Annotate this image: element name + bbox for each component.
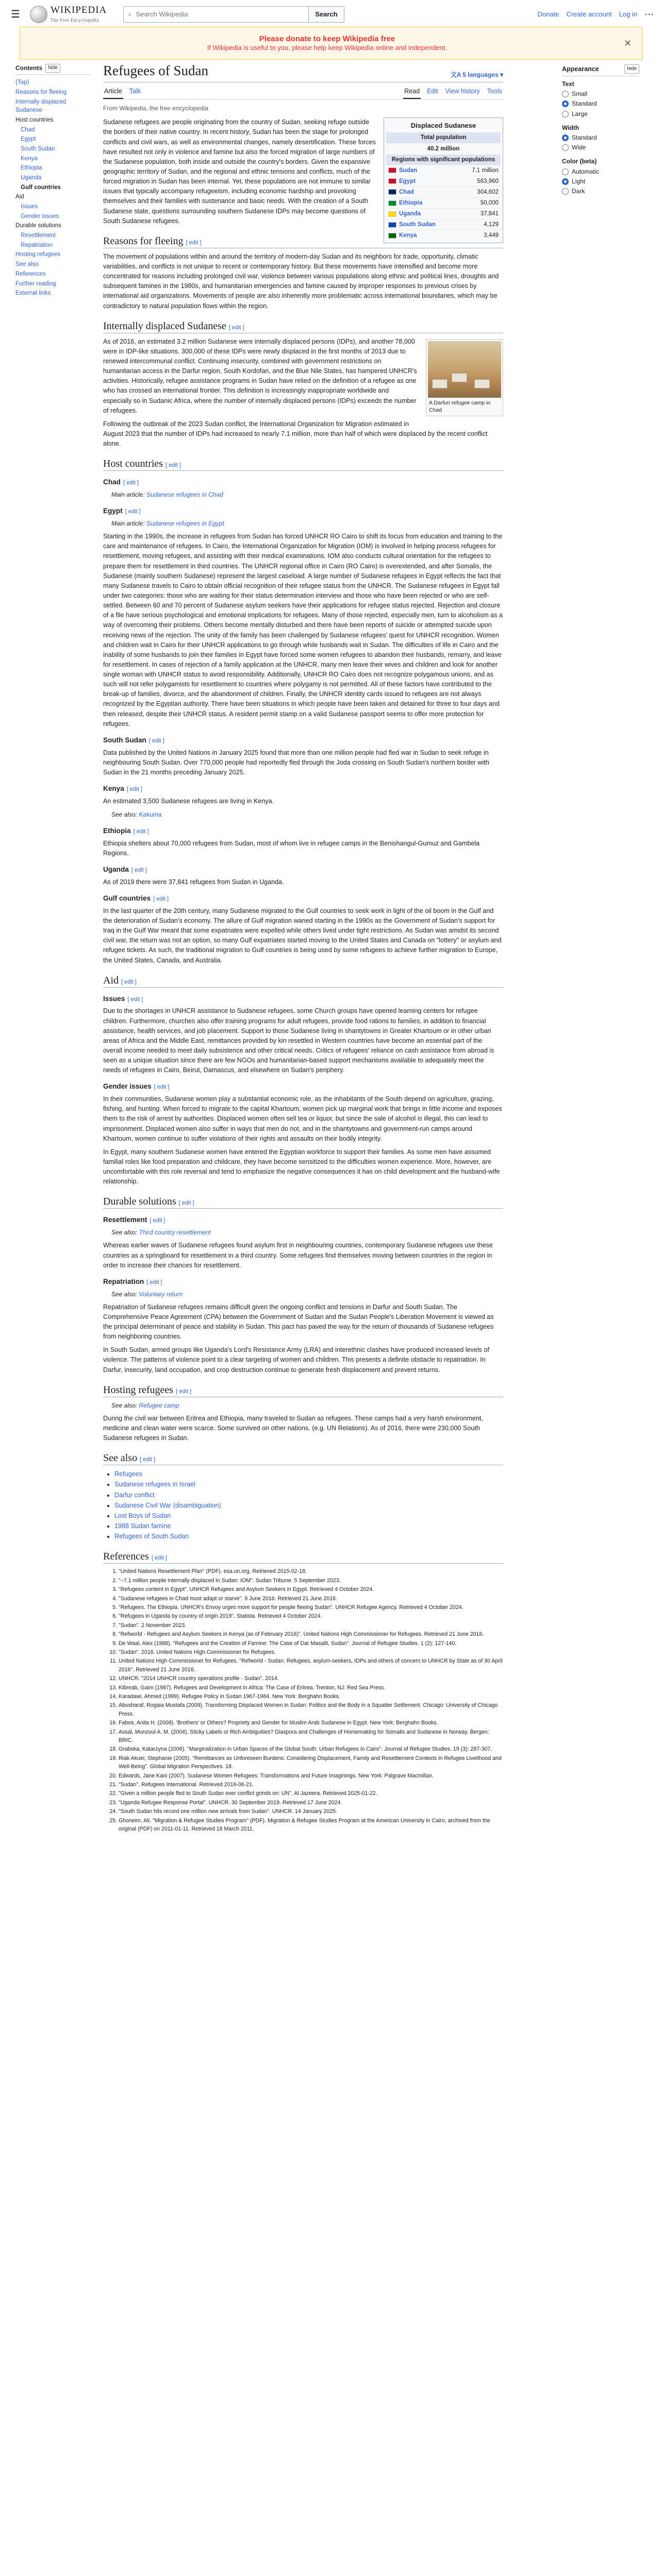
see-also-link[interactable]: 1988 Sudan famine (114, 1522, 171, 1530)
reference-item: 15. Abusharaf, Rogaia Mustafa (2009). Transforming Displaced Women in Sudan: Politics and the Body in a Squatter Settlement. Chicago: University of Chicago Press. (119, 1701, 503, 1718)
page-tabs (103, 84, 503, 99)
radio-button[interactable] (562, 188, 569, 195)
infobox-country-value: 37,841 (480, 211, 499, 217)
tent-shape (474, 379, 490, 388)
infobox-country-value: 563,960 (477, 178, 499, 184)
create-account-link[interactable]: Create account (566, 10, 612, 18)
subsection-south-sudan (103, 735, 503, 746)
radio-option[interactable] (562, 177, 639, 187)
flag-icon (388, 211, 396, 217)
edit-link[interactable]: [ edit ] (154, 1084, 170, 1091)
subsection-repatriation (103, 1276, 503, 1287)
kenya-paragraphs (103, 796, 503, 806)
infobox-country-value: 50,000 (480, 200, 499, 207)
see-also-link[interactable]: Darfur conflict (114, 1491, 155, 1499)
table-of-contents (15, 64, 91, 298)
subsection-title: Kenya (103, 785, 124, 793)
edit-link[interactable]: [ edit ] (126, 786, 142, 793)
edit-link[interactable]: [ edit ] (123, 480, 139, 486)
subsection-gulf (103, 893, 503, 904)
infobox-row (386, 219, 501, 230)
infobox (384, 117, 503, 243)
reference-item: 25. Ghoneim, Ali. "Migration & Refugee Studies Program" (PDF). Migration & Refugee Studies Program at the American University in Cairo, archived from the original (PDF) on 2011-01-11. Retrieved 18 March 2011. (119, 1817, 503, 1834)
radio-label: Dark (572, 187, 585, 195)
personal-tools (537, 7, 654, 22)
hatnote-link[interactable]: Sudanese refugees in Chad (146, 490, 223, 498)
infobox-country-name[interactable]: Uganda (399, 211, 421, 217)
reference-item: 23. "Uganda Refugee Response Portal". UNHCR. 30 September 2019. Retrieved 17 June 2024. (119, 1799, 503, 1807)
search-form (123, 6, 344, 23)
infobox-country[interactable] (388, 210, 421, 218)
paragraph: Ethiopia shelters about 70,000 refugees from Sudan, most of whom live in refugee camps in the Benishangul-Gumuz and Gambela Regions. (103, 839, 480, 857)
hatnote-label: See also: (111, 1290, 138, 1298)
appearance-header (562, 64, 639, 76)
reference-item: 14. Karadawi, Ahmed (1999). Refugee Policy in Sudan 1967-1984. New York: Berghahn Books. (119, 1692, 503, 1701)
flag-icon (388, 189, 396, 195)
site-header (0, 0, 662, 29)
hatnote-label: Main article: (111, 490, 145, 498)
infobox-country-value: 3,449 (484, 232, 499, 239)
paragraph: As of 2016, an estimated 3.2 million Sudanese were internally displaced persons (IDPs), and another 78,000 were in IDP-like situations. 300,000 of these IDPs were newly displaced in the first months of 2013 due to renewed intercommunal conflict. Continuing insecurity, combined with government restrictions on humanitarian access in the Darfur region, South Kordofan, and the Blue Nile States, has hampered UNHCR's activities. Historically, refugee assistance programs in Sudan have relied on the definition of a refugee as one who has crossed an international frontier. This definition is increasingly inappropriate worldwide and especially so in Sudanic Africa, where the number of internally displaced persons (IDPs) exceeds the number of refugees. (103, 337, 417, 414)
tent-shape (452, 373, 467, 382)
paragraph: Repatriation of Sudanese refugees remains difficult given the ongoing conflict and tensions in Darfur and South Sudan. The Comprehensive Peace Agreement (CPA) between the Government of Sudan and the Sudan People's Liberation Movement is viewed as the principal determinant of peace and stability in Sudan. This pact has paved the way for the return of thousands of Sudanese refugees from neighboring countries. (103, 1303, 494, 1341)
see-also-link[interactable]: Sudanese Civil War (disambiguation) (114, 1501, 221, 1509)
infobox-row (386, 165, 501, 176)
hatnote (103, 1290, 503, 1299)
section-references (103, 1550, 503, 1564)
radio-button[interactable] (562, 178, 569, 185)
edit-link[interactable]: [ edit ] (166, 462, 181, 469)
flag-icon (388, 178, 396, 184)
main-content (103, 62, 503, 1837)
banner-text (30, 34, 624, 53)
infobox-country[interactable] (388, 231, 417, 240)
subsection-title: Issues (103, 994, 125, 1003)
edit-link[interactable]: [ edit ] (127, 996, 143, 1003)
hatnote-label: See also: (111, 810, 138, 818)
hatnote-link[interactable]: Kakuma (139, 810, 162, 818)
toc-item[interactable]: (Top) (15, 79, 29, 86)
subsection-resettlement (103, 1214, 503, 1226)
section-title: Internally displaced Sudanese (103, 320, 226, 332)
reference-item: 6. "Refugees in Uganda by country of origin 2019". Statista. Retrieved 4 October 2024. (119, 1612, 503, 1620)
reasons-paragraphs (103, 252, 503, 311)
radio-option[interactable] (562, 143, 639, 152)
hatnote (103, 519, 503, 529)
reference-item: 3. "Refugees content in Egypt". UNHCR Refugees and Asylum Seekers in Egypt. Retrieved 4 October 2024. (119, 1585, 503, 1594)
reference-item: 7. "Sudan". 2 November 2023. (119, 1621, 503, 1630)
edit-link[interactable]: [ edit ] (131, 867, 147, 874)
banner-line-2: If Wikipedia is useful to you, please help keep Wikipedia online and independent. (207, 44, 448, 52)
text-size-options (562, 89, 639, 119)
hatnote-link[interactable]: Third country resettlement (139, 1229, 211, 1236)
log-in-link[interactable]: Log in (619, 10, 637, 18)
section-idp (103, 319, 503, 333)
hatnote-link[interactable]: Refugee camp (139, 1401, 179, 1409)
appearance-hide-button[interactable]: hide (624, 64, 639, 74)
radio-label: Light (572, 177, 586, 185)
section-title: Hosting refugees (103, 1384, 174, 1396)
radio-option[interactable] (562, 167, 639, 177)
references-list (119, 1567, 503, 1833)
width-options (562, 133, 639, 152)
appearance-title: Appearance (562, 65, 599, 73)
search-button[interactable]: Search (309, 6, 344, 23)
toc-item[interactable]: Hosting refugees (15, 251, 60, 258)
hatnote-label: See also: (111, 1229, 138, 1236)
toc-title: Contents (15, 64, 42, 72)
infobox-row (386, 176, 501, 187)
radio-option[interactable] (562, 187, 639, 196)
section-hosting-refugees (103, 1383, 503, 1397)
paragraph: Data published by the United Nations in January 2025 found that more than one million people had fled war in Sudan to seek refuge in neighbouring South Sudan. Over 770,000 people had reportedly fled through the Joda crossing on South Sudan's northern border with Sudan in the 21 months preceding January 2025. (103, 749, 489, 776)
edit-link[interactable]: [ edit ] (151, 1555, 167, 1562)
appearance-panel (562, 64, 639, 200)
toc-item[interactable]: Uganda (21, 175, 42, 181)
infobox-country[interactable] (388, 177, 416, 185)
radio-label: Automatic (572, 167, 600, 175)
paragraph: In Egypt, many southern Sudanese women have entered the Egyptian workforce to support their families. As some men have assumed familial roles like food preparation and childcare, they have become sensitized to the difficulties women experience. More, however, are uncomfortable with this role reversal and tend to emphasize the negative consequences it has on child development and the husband-wife relationship. (103, 1148, 500, 1185)
flag-icon (388, 200, 396, 206)
color-options (562, 167, 639, 197)
flag-icon (388, 233, 396, 239)
banner-line-1: Please donate to keep Wikipedia free (259, 34, 395, 43)
infobox-country[interactable] (388, 221, 436, 229)
infobox-country[interactable] (388, 199, 422, 207)
section-title: See also (103, 1452, 138, 1464)
paragraph: The movement of populations within and around the territory of modern-day Sudan and its neighbors for trade, opportunity, climatic variabilities, and conflicts is not unique to recent or contemporary history. But these movements have intensified and become more concentrated for reasons including prolonged civil war, violence between various populations along ethnic and political lines, droughts and subsequent famines in the 1980s, and humanitarian emergencies and famine caused by improper responses to previous crises by international aid organizations. Movements of people are also inherently more problematic across international boundaries, which may be contradictory to natural population flows within the region. (103, 252, 499, 310)
search-icon: ⌕ (128, 10, 132, 18)
edit-link[interactable]: [ edit ] (146, 1279, 162, 1285)
reference-item: 1. "United Nations Resettlement Plan" (PDF). esa.un.org. Retrieved 2015-02-18. (119, 1567, 503, 1575)
toc-item[interactable]: Aid (15, 194, 24, 200)
hatnote (103, 1401, 503, 1411)
gulf-paragraphs (103, 906, 503, 965)
radio-button[interactable] (562, 144, 569, 151)
radio-option[interactable] (562, 89, 639, 99)
radio-label: Wide (572, 144, 586, 151)
refugee-camp-figure (426, 339, 503, 416)
hatnote-label: See also: (111, 1401, 138, 1409)
refugee-camp-image[interactable] (428, 341, 501, 398)
paragraph: In the last quarter of the 20th century, many Sudanese migrated to the Gulf countries to seek work in light of the oil boom in the Gulf and the deterioration of Sudan's economy. The allure of Gulf migration waned starting in the 1990s as the Government of Sudan's support for Iraq in the Gulf War meant that some expatriates were expelled while others lived under tight restrictions. As Sudan was amidst its second civil war, the return was not an option, so many Gulf expatriates started moving to the United States and Canada on "lottery" or asylum and refugee tickets. As such, the traditional migration to Gulf countries is being used by some refugees to achieve further migration to Europe, the United States, Canada, and Australia. (103, 907, 502, 964)
infobox-country-name[interactable]: Kenya (399, 232, 417, 239)
section-see-also (103, 1451, 503, 1465)
radio-button[interactable] (562, 100, 569, 107)
view-tabs (403, 84, 503, 99)
toc-item[interactable]: Repatriation (21, 242, 53, 248)
toc-list (15, 78, 91, 298)
subsection-title: Ethiopia (103, 827, 131, 835)
toc-item[interactable]: Host countries (15, 117, 54, 124)
toc-item[interactable]: Egypt (21, 136, 36, 143)
reference-item: 16. Fabos, Anita H. (2008). 'Brothers' or Others? Propriety and Gender for Muslim Arab Sudanese in Egypt. New York: Berghahn Books. (119, 1719, 503, 1727)
infobox-country[interactable] (388, 166, 417, 175)
radio-button[interactable] (562, 111, 569, 117)
section-aid (103, 974, 503, 988)
title-row (103, 62, 503, 82)
toc-item[interactable]: Chad (21, 126, 35, 133)
figure-caption: A Darfuri refugee camp in Chad (429, 399, 491, 413)
infobox-country[interactable] (388, 188, 414, 196)
width-group (562, 123, 639, 153)
egypt-paragraphs (103, 532, 503, 729)
radio-option[interactable] (562, 99, 639, 109)
toc-item[interactable]: Gulf countries (21, 184, 61, 191)
subsection-title: Resettlement (103, 1216, 147, 1224)
section-title: Reasons for fleeing (103, 235, 184, 247)
main-menu-icon[interactable]: ☰ (11, 9, 20, 20)
edit-link[interactable]: [ edit ] (148, 737, 164, 744)
subsection-title: Gulf countries (103, 894, 151, 903)
see-also-item (114, 1469, 503, 1479)
reference-item: 18. Grabska, Katarzyna (2006). "Marginalization in Urban Spaces of the Global South: Urban Refugees in Cairo". Journal of Refugee Studies. 19 (3): 287-307. (119, 1745, 503, 1753)
hatnote-link[interactable]: Sudanese refugees in Egypt (146, 519, 224, 527)
toc-header (15, 64, 91, 75)
edit-link[interactable]: [ edit ] (133, 828, 149, 835)
flag-icon (388, 167, 396, 173)
reference-item: 11. United Nations High Commissioner for Refugees. "Refworld - Sudan: Refugees, asylum-seekers, IDPs and others of concern to UNHCR by State as of 30 April 2016". Retrieved 21 June 2016. (119, 1657, 503, 1674)
infobox-row (386, 197, 501, 208)
subsection-gender (103, 1081, 503, 1092)
hosting-paragraphs (103, 1414, 503, 1443)
article-body (103, 117, 503, 1833)
see-also-item (114, 1479, 503, 1489)
edit-link[interactable]: [ edit ] (186, 239, 202, 246)
hatnote (103, 810, 503, 820)
see-also-item (114, 1490, 503, 1500)
radio-button[interactable] (562, 168, 569, 175)
subsection-title: Repatriation (103, 1277, 144, 1285)
toc-item[interactable]: Issues (21, 204, 38, 210)
hatnote-link[interactable]: Voluntary return (139, 1290, 183, 1298)
reference-item: 21. "Sudan". Refugees International. Retrieved 2016-06-21. (119, 1781, 503, 1789)
reference-item: 20. Edwards, Jane Kani (2007). Sudanese Women Refugees: Transformations and Future Imaginings. New York: Palgrave Macmillan. (119, 1772, 503, 1780)
paragraph: Following the outbreak of the 2023 Sudan conflict, the International Organization for Migration estimated in August 2023 that the number of IDPs had increased to nearly 7.1 million, more than half of which were displaced by the recent conflict alone. (103, 420, 488, 448)
translate-icon: 文A (450, 71, 463, 78)
color-label: Color (beta) (562, 158, 597, 165)
paragraph: As of 2019 there were 37,841 refugees from Sudan in Uganda. (103, 878, 284, 886)
color-group (562, 157, 639, 196)
paragraph: During the civil war between Eritrea and Ethiopia, many traveled to Sudan as refugees. These camps had a very harsh environment, medicine and clean water were scarce. Some survived on other nations. (e.g. UN Relations). As of 2016, there were 230,000 South Sudanese refugees in Sudan. (103, 1414, 483, 1442)
radio-label: Large (572, 110, 588, 117)
section-title: Aid (103, 974, 119, 986)
edit-link[interactable]: [ edit ] (140, 1456, 156, 1463)
subsection-title: Egypt (103, 507, 123, 515)
section-title: Host countries (103, 458, 163, 470)
namespace-tabs (103, 84, 142, 99)
section-durable-solutions (103, 1195, 503, 1209)
infobox-row (386, 230, 501, 241)
see-also-link[interactable]: Refugees of South Sudan (114, 1533, 189, 1540)
radio-option[interactable] (562, 109, 639, 119)
toc-item[interactable]: Reasons for fleeing (15, 89, 67, 96)
ethiopia-paragraphs (103, 839, 503, 858)
tab-talk[interactable]: Talk (129, 88, 141, 95)
edit-link[interactable]: [ edit ] (121, 978, 137, 985)
section-title: Durable solutions (103, 1196, 176, 1208)
see-also-item (114, 1500, 503, 1511)
infobox-country-name[interactable]: Chad (399, 189, 414, 195)
subsection-uganda (103, 864, 503, 875)
reference-item: 13. Kibreab, Gaim (1987). Refugees and Development in Africa: The Case of Eritrea. Trenton, NJ: Red Sea Press. (119, 1684, 503, 1692)
wikipedia-globe-icon (30, 6, 47, 23)
section-host-countries (103, 457, 503, 471)
paragraph: In South Sudan, armed groups like Uganda's Lord's Resistance Army (LRA) and interethnic clashes have produced increased levels of violence. The patterns of violence point to a clear targeting of women and children. This presents a definite obstacle to repatriation. In Darfur, insecurity, land occupation, and crop destruction continue to generate fresh displacement and prevent returns. (103, 1346, 489, 1374)
radio-option[interactable] (562, 133, 639, 143)
radio-button[interactable] (562, 134, 569, 141)
issues-paragraphs (103, 1006, 503, 1075)
hatnote (103, 1228, 503, 1238)
subsection-ethiopia (103, 825, 503, 837)
text-size-group (562, 79, 639, 119)
infobox-rows (386, 165, 501, 241)
subsection-title: Chad (103, 478, 121, 486)
more-options-icon[interactable]: ⋯ (644, 9, 654, 20)
reference-item: 12. UNHCR. "2014 UNHCR country operations profile - Sudan". 2014. (119, 1674, 503, 1683)
toc-item[interactable]: South Sudan (21, 146, 55, 152)
infobox-country-name[interactable]: Sudan (399, 167, 418, 174)
site-sub: From Wikipedia, the free encyclopedia (103, 105, 209, 112)
see-also-item (114, 1531, 503, 1541)
reference-item: 9. De Waal, Alex (1988). "Refugees and the Creation of Famine: The Case of Dar Masalit, Sudan". Journal of Refugee Studies. 1 (2): 127-140. (119, 1639, 503, 1648)
page-title: Refugees of Sudan (103, 63, 208, 78)
subsection-title: South Sudan (103, 736, 146, 744)
reference-item: 24. "South Sudan hits record one million new arrivals from Sudan". UNHCR. 14 January 2025. (119, 1807, 503, 1816)
close-icon[interactable]: ✕ (623, 38, 632, 48)
see-also-link[interactable]: Sudanese refugees in Israel (114, 1481, 195, 1488)
toc-item[interactable]: Kenya (21, 155, 38, 162)
infobox-row (386, 208, 501, 219)
search-placeholder: Search Wikipedia (136, 10, 188, 18)
tab-read[interactable]: Read (403, 84, 421, 99)
toc-item[interactable]: External links (15, 290, 51, 297)
section-title: References (103, 1551, 149, 1563)
chevron-down-icon: ▾ (498, 71, 503, 78)
paragraph: Whereas earlier waves of Sudanese refugees found asylum first in neighbouring countries, contemporary Sudanese refugees use these countries as a springboard for resettlement in a third country. Some refugees find themselves moving between countries in the region in order to increase their chances for resettlement. (103, 1242, 493, 1269)
toc-item[interactable]: See also (15, 261, 39, 268)
infobox-regions-header: Regions with significant populations (386, 155, 501, 165)
paragraph: An estimated 3,500 Sudanese refugees are living in Kenya. (103, 797, 274, 805)
tab-tools[interactable]: Tools (487, 88, 502, 95)
reference-item: 22. "Given a million people fled to South Sudan over conflict grinds on: UN". Al Jazeera. Retrieved 2025-01-22. (119, 1789, 503, 1798)
edit-link[interactable]: [ edit ] (176, 1388, 192, 1395)
gender-paragraphs (103, 1094, 503, 1187)
edit-link[interactable]: [ edit ] (178, 1200, 194, 1207)
resettlement-paragraphs (103, 1241, 503, 1270)
donate-link[interactable]: Donate (537, 10, 559, 18)
hatnote (103, 490, 503, 500)
see-also-item (114, 1511, 503, 1521)
radio-label: Standard (572, 100, 597, 108)
reference-item: 4. "Sudanese refugees in Chad must adapt or starve". 9 June 2016. Retrieved 21 June 2016. (119, 1595, 503, 1603)
language-button[interactable] (451, 70, 503, 80)
infobox-country-value: 304,602 (477, 189, 499, 195)
radio-label: Small (572, 90, 588, 98)
see-also-item (114, 1521, 503, 1531)
see-also-link[interactable]: Refugees (114, 1470, 142, 1478)
tent-shape (432, 379, 448, 388)
reference-item: 19. Riak Akuei, Stephanie (2005). "Remittances as Unforeseen Burdens: Considering Displacement, Family and Resettlement Contexts in Refugee Livelihood and Well-Being". Global Migration Perspectives. 18. (119, 1754, 503, 1771)
paragraph: Sudanese refugees are people originating from the country of Sudan, seeking refuge outside the borders of their native country. In recent history, Sudan has been the stage for prolonged conflicts and civil wars, as well as environmental changes, namely desertification. These forces have resulted not only in violence and famine but also the forced migration of large numbers of the Sudanese population, both inside and outside the country's borders. Given the expansive geographic territory of Sudan, and the regional and ethnic tensions and conflicts, much of the forced migration in Sudan has been internal. Yet, these populations are not immune to similar issues that typically accompany refugeeism, including economic hardship and provoking themselves and their families with sustenance and basic needs. With the creation of a South Sudanese state, questions surrounding southern Sudanese IDPs may become questions of South Sudanese refugees. (103, 118, 376, 225)
toc-item[interactable]: Further reading (15, 280, 56, 287)
edit-link[interactable]: [ edit ] (125, 509, 141, 515)
edit-link[interactable]: [ edit ] (150, 1217, 166, 1224)
infobox-title: Displaced Sudanese (410, 122, 476, 130)
edit-link[interactable]: [ edit ] (153, 896, 169, 903)
infobox-country-value: 7.1 million (472, 167, 499, 174)
width-label: Width (562, 124, 580, 131)
subsection-egypt (103, 505, 503, 517)
infobox-country-value: 4,129 (484, 222, 499, 228)
wikipedia-logo[interactable] (30, 5, 107, 24)
logo-tagline: The Free Encyclopedia (51, 17, 99, 23)
infobox-total-header: Total population (386, 132, 501, 143)
tab-view-history[interactable]: View history (445, 88, 480, 95)
logo-wordmark: WIKIPEDIA (51, 4, 107, 15)
hatnote-label: Main article: (111, 519, 145, 527)
paragraph: Starting in the 1990s, the increase in refugees from Sudan has forced UNHCR RO Cairo to shift its focus from education and training to the care and maintenance of refugees. In Cairo, the International Organization for Migration (IOM) is involved in helping process refugees for resettlement, moving refugees, and assisting with their medical examinations. IOM also conducts cultural orientation for the refugees to prepare them for resettlement in third countries. The UNHCR regional office in Cairo (RO Cairo) is overextended, and after Somalis, the Sudanese (mainly southern Sudanese) represent the largest caseload. A large number of Sudanese refugees in Egypt reflects the fact that many Sudanese travels to Cairo to obtain official recognition of their refugee status from the UNHCR. The Sudanese refugees in Egypt fall under two categories: those who are waiting for their status determination interview and those who have been rejected or who are self-settled. Between 60 and 70 percent of Sudanese asylum seekers have their applications for refugee status rejected. Rejection and closure of a file have serious psychological and emotional implications for refugees. Many of those rejected, especially men, turn to alcoholism as a way of overcoming their problems. Others become mentally disturbed and there have been reports of suicide or attempted suicide upon receiving news of the rejection. The unity of the family has been challenged by Sudanese refugees' quest for UNHCR recognition. Women and children wait in Cairo for their UNHCR applications to go through while husbands wait in Sudan. The difficulties of life in Cairo and the inability of some husbands to join their families in Egypt have forced some women refugees to abandon their husbands, remarry, and leave for resettlement. In cases of rejection of a family application at the UNHCR, many men leave their wives and children and look for another single woman with UNHCR status to avoid responsibility. Additionally, UNHCR RO Cairo does not recognize polygamous unions, and as such will not refer polygamists for resettlement to countries where polygamy is not permitted. All of these factors have contributed to the break-up of families, divorce, and the abandonment of children. Finally, the UNHCR identity cards issued to refugees are not always recognized by the Egyptian authority. There have been situations in which people have been taken and detained for three to four days and then released, despite their UNHCR status. A resident permit stamp on a valid Sudanese passport seems to offer more protection for refugees. (103, 533, 503, 727)
flag-icon (388, 222, 396, 228)
radio-button[interactable] (562, 91, 569, 97)
search-input[interactable] (123, 6, 309, 23)
reference-item: 5. "Refugees. The Ethiopia. UNHCR's Envoy urges more support for people fleeing Sudan". UNHCR Refugee Agency. Retrieved 4 October 2024. (119, 1603, 503, 1612)
subsection-issues (103, 993, 503, 1005)
see-also-link[interactable]: Lost Boys of Sudan (114, 1512, 171, 1519)
infobox-country-name[interactable]: Egypt (399, 178, 416, 184)
subsection-chad (103, 477, 503, 488)
infobox-country-name[interactable]: Ethiopia (399, 200, 423, 207)
infobox-total-value: 40.2 million (427, 145, 460, 152)
text-size-label: Text (562, 80, 574, 88)
uganda-paragraphs (103, 877, 503, 887)
paragraph: Due to the shortages in UNHCR assistance to Sudanese refugees, some Church groups have opened learning centers for refugee children. Furthermore, churches also offer training programs for adult refugees, provide food rations to families, in addition to financial assistance, health services, and job placement. Support to those Sudanese living in shantytowns in Greater Khartoum or in other urban areas of Africa and the Middle East, remittances provided by kin resettled in Western countries have become an essential part of the overall income needed to meet daily subsistence and other critical needs. Critics of refugees' reliance on cash assistance from abroad is seen as a unique situation since there are few NGOs and humanitarian-based support mechanisms available to adequately meet the needs of refugees in Cairo, Beirut, Damascus, and elsewhere on Sudan's periphery. (103, 1007, 494, 1074)
subsection-title: Gender issues (103, 1082, 152, 1091)
see-also-list (114, 1469, 503, 1541)
reference-item: 17. Assal, Munzoul A. M. (2004). Sticky Labels or Rich Ambiguities? Diaspora and Challenges of Homemaking for Somalis and Sudanese in Norway. Bergen: BRIC. (119, 1728, 503, 1745)
reference-item: 10. "Sudan". 2016. United Nations High Commissioner for Refugees. (119, 1648, 503, 1656)
radio-label: Standard (572, 133, 597, 141)
reference-item: 8. "Refworld - Refugees and Asylum Seekers in Kenya (as of February 2016)". United Nations High Commissioner for Refugees. Retrieved 21 June 2016. (119, 1630, 503, 1638)
tab-article[interactable]: Article (103, 84, 123, 99)
toc-item[interactable]: Gender issues (21, 213, 59, 219)
reference-item: 2. "~7.1 million people internally displaced in Sudan: IOM". Sudan Tribune. 5 September 2023. (119, 1577, 503, 1585)
donation-banner[interactable] (20, 27, 642, 60)
edit-link[interactable]: [ edit ] (228, 324, 244, 331)
paragraph: In their communities, Sudanese women play a substantial economic role, as the inhabitants of the South depend on agriculture, grazing, fishing, and hunting. When forced to migrate to the capital Khartoum, women pick up marginal work that brings in little income and exposes them to the risk of arrest by authorities. Displaced women often sell tea or liquor, but since the sale of alcohol is illegal, this can lead to imprisonment. Displaced women also suffer in ways that men do not, and in the shantytowns and government-run camps around Khartoum, women continue to suffer violations of their rights and assaults on their bodily integrity. (103, 1095, 502, 1142)
infobox-country-name[interactable]: South Sudan (399, 222, 436, 228)
toc-item[interactable]: Durable solutions (15, 223, 61, 229)
toc-item[interactable]: Internally displaced Sudanese (15, 98, 67, 114)
language-count: 5 languages (462, 71, 499, 78)
toc-item[interactable]: Ethiopia (21, 165, 42, 172)
tab-edit[interactable]: Edit (427, 88, 438, 95)
toc-item[interactable]: References (15, 270, 46, 277)
toc-hide-button[interactable]: hide (45, 64, 60, 73)
toc-item[interactable]: Resettlement (21, 232, 56, 239)
south-sudan-paragraphs (103, 748, 503, 777)
subsection-title: Uganda (103, 866, 129, 874)
repatriation-paragraphs (103, 1302, 503, 1375)
infobox-row (386, 187, 501, 197)
subsection-kenya (103, 783, 503, 794)
